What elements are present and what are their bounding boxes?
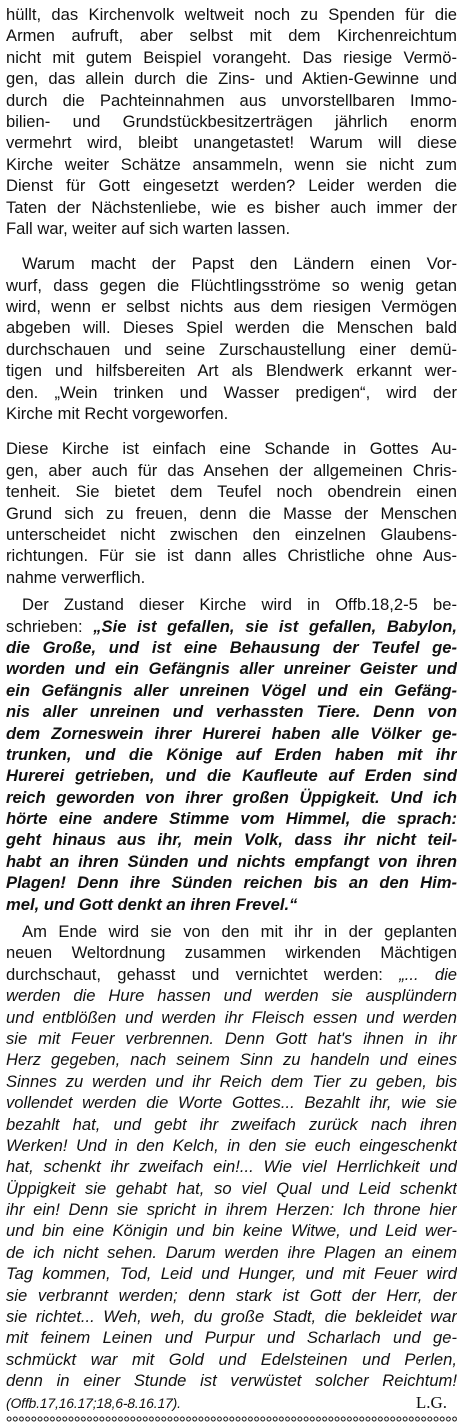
quote-italic: Werken! Und in den Kelch, in den sie euch eingeschenkt (6, 1135, 457, 1155)
line-text: richtungen. Für sie ist dann alles Christliche ohne Aus- (6, 546, 457, 566)
line-text: Warum macht der Papst den Ländern einen Vor- (22, 254, 457, 274)
line-text: den. „Wein trinken und Wasser predigen“, wird der (6, 382, 457, 402)
line-text: Der Zustand dieser Kirche wird in Offb.18,2-5 be- (22, 595, 457, 615)
text-line (6, 111, 457, 132)
quote-italic: werden die Hure hassen und werden sie ausplündern (6, 986, 457, 1006)
text-line (6, 744, 457, 765)
quote-bold-italic: Plagen! Denn ihre Sünden reichen bis an den Him- (6, 873, 457, 893)
text-line (6, 25, 457, 46)
article-body (6, 4, 457, 1392)
text-line (6, 197, 457, 218)
text-line (6, 382, 457, 403)
quote-bold-italic: „Sie ist gefallen, sie ist gefallen, Babylon, (93, 616, 457, 636)
author-signature: L.G. (415, 1392, 447, 1412)
text-line (6, 1327, 457, 1348)
text-line (6, 1092, 457, 1113)
quote-italic: „... die (399, 964, 457, 984)
line-text: Dienst für Gott eingesetzt werden? Leider werden die (6, 176, 457, 196)
line-text: Armen aufruft, aber selbst mit dem Kirchenreichtum (6, 26, 457, 46)
paragraph (6, 4, 457, 239)
line-text: Taten der Nächstenliebe, wie es bisher auch immer der (6, 197, 457, 217)
paragraph (6, 921, 457, 1392)
text-line (6, 787, 457, 808)
text-line (6, 723, 457, 744)
line-text: neuen Weltordnung zusammen wirkenden Mächtigen (6, 943, 457, 963)
bible-reference: (Offb.17,16.17;18,6-8.16.17). (6, 1394, 181, 1411)
text-line (6, 1220, 457, 1241)
line-text: Am Ende wird sie von den mit ihr in der geplanten (22, 922, 457, 942)
text-line (6, 985, 457, 1006)
text-line (6, 360, 457, 381)
line-text: Kirche weiter Schätze ansammeln, wenn sie nicht zum (6, 154, 457, 174)
line-text: unterscheidet nicht zwischen den einzelnen Glaubens- (6, 524, 457, 544)
text-line (6, 524, 457, 545)
text-line (6, 1028, 457, 1049)
text-line (6, 317, 457, 338)
quote-bold-italic: worden und ein Gefängnis aller unreiner Geister und (6, 659, 457, 679)
text-line (6, 1049, 457, 1070)
text-line (6, 403, 457, 424)
text-line (6, 4, 457, 25)
quote-bold-italic: Hurerei getrieben, und die Kaufleute auf Erden sind (6, 766, 457, 786)
dotted-divider (6, 1416, 457, 1422)
text-line (6, 1370, 457, 1391)
line-text: tenheit. Sie bietet dem Teufel noch obendrein einen (6, 482, 457, 502)
quote-italic: Üppigkeit sie gehabt hat, so viel Qual und Leid schenkt (6, 1178, 457, 1198)
text-line (6, 1178, 457, 1199)
line-text: schrieben: (6, 616, 94, 636)
quote-bold-italic: trunken, und die Könige auf Erden haben mit ihr (6, 744, 457, 764)
quote-italic: mit feinem Leinen und Purpur und Scharlach und ge- (6, 1328, 457, 1348)
text-line (6, 1349, 457, 1370)
quote-italic: schmückt war mit Gold und Edelsteinen und Perlen, (6, 1349, 457, 1369)
text-line (6, 296, 457, 317)
text-line (6, 253, 457, 274)
line-text: abgeben will. Dieses Spiel werden die Menschen bald (6, 318, 457, 338)
paragraph (6, 594, 457, 915)
line-text: gen, aber auch für das Ansehen der allgemeinen Chris- (6, 460, 457, 480)
text-line (6, 1071, 457, 1092)
quote-italic: denn in einer Stunde ist verwüstet solcher Reichtum! (6, 1371, 457, 1391)
line-text: wird, wenn er selbst nichts aus dem riesigen Vermögen (6, 297, 457, 317)
line-text: Fall war, weiter auf sich warten lassen. (6, 218, 291, 238)
paragraph (6, 438, 457, 588)
text-line (6, 218, 457, 239)
text-line (6, 275, 457, 296)
line-text: nicht mit gutem Beispiel vorangeht. Das riesige Vermö- (6, 47, 457, 67)
text-line (6, 872, 457, 893)
line-text: durchschauen und seine Zurschaustellung einer demü- (6, 339, 457, 359)
quote-italic: sie verbrannt werden; denn stark ist Gott der Herr, der (6, 1285, 457, 1305)
text-line (6, 132, 457, 153)
line-text: bilien- und Grundstückbesitzerträgen jährlich enorm (6, 111, 457, 131)
text-line (6, 1199, 457, 1220)
text-line (6, 90, 457, 111)
quote-bold-italic: ein Gefängnis aller unreinen Vögel und ein Gefäng- (6, 680, 457, 700)
line-text: nahme verwerflich. (6, 567, 146, 587)
text-line (6, 851, 457, 872)
text-line (6, 438, 457, 459)
text-line (6, 1306, 457, 1327)
quote-italic: und entblößen und werden ihr Fleisch essen und werden (6, 1007, 457, 1027)
text-line (6, 1285, 457, 1306)
text-line (6, 545, 457, 566)
quote-bold-italic: habt an ihren Sünden und nichts empfangt von ihren (6, 851, 457, 871)
quote-bold-italic: dem Zorneswein ihrer Hurerei haben alle Völker ge- (6, 723, 457, 743)
quote-bold-italic: mel, und Gott denkt an ihren Frevel.“ (6, 894, 298, 914)
text-line (6, 1156, 457, 1177)
text-line (6, 68, 457, 89)
line-text: tigen und hilfsbereiten Art als Blendwerk erkannt wer- (6, 361, 457, 381)
line-text: vermehrt wird, bleibt unangetastet! Warum will diese (6, 133, 457, 153)
text-line (6, 47, 457, 68)
quote-bold-italic: hörte eine andere Stimme vom Himmel, die sprach: (6, 809, 457, 829)
quote-italic: de ich nicht sehen. Darum werden ihre Plagen an einem (6, 1242, 457, 1262)
quote-italic: Sinnes zu werden und ihr Reich dem Tier zu geben, bis (6, 1071, 457, 1091)
text-line (6, 1242, 457, 1263)
text-line (6, 942, 457, 963)
text-line (6, 339, 457, 360)
text-line (6, 637, 457, 658)
text-line (6, 765, 457, 786)
text-line (6, 1114, 457, 1135)
paragraph (6, 253, 457, 424)
text-line (6, 964, 457, 985)
line-text: Diese Kirche ist einfach eine Schande in Gottes Au- (6, 439, 457, 459)
text-line (6, 921, 457, 942)
line-text: wurf, dass gegen die Flüchtlingsströme so wenig getan (6, 275, 457, 295)
quote-italic: Tag kommen, Tod, Leid und Hunger, und mit Feuer wird (6, 1264, 457, 1284)
text-line (6, 175, 457, 196)
quote-italic: sie richtet... Weh, weh, du große Stadt, die bekleidet war (6, 1307, 457, 1327)
quote-italic: vollendet werden die Worte Gottes... Bezahlt ihr, wie sie (6, 1093, 457, 1113)
line-text: gen, das allein durch die Zins- und Aktien-Gewinne und (6, 69, 457, 89)
quote-italic: ihr ein! Denn sie spricht in ihrem Herzen: Ich throne hier (6, 1200, 457, 1220)
line-text: hüllt, das Kirchenvolk weltweit noch zu Spenden für die (6, 5, 457, 24)
text-line (6, 894, 457, 915)
quote-bold-italic: die Große, und ist eine Behausung der Teufel ge- (6, 637, 457, 657)
text-line (6, 567, 457, 588)
quote-bold-italic: geht hinaus aus ihr, mein Volk, dass ihr nicht teil- (6, 830, 457, 850)
line-text: Kirche mit Recht vorgeworfen. (6, 404, 229, 424)
quote-italic: sie mit Feuer verbrennen. Denn Gott hat's ihnen in ihr (6, 1028, 457, 1048)
text-line (6, 594, 457, 615)
line-text: durchschaut, gehasst und vernichtet werden: (6, 964, 400, 984)
text-line (6, 1135, 457, 1156)
text-line (6, 154, 457, 175)
quote-italic: hat, schenkt ihr zweifach ein!... Wie viel Herrlichkeit und (6, 1157, 457, 1177)
text-line (6, 1263, 457, 1284)
quote-italic: bezahlt hat, und gebt ihr zweifach zurück nach ihren (6, 1114, 457, 1134)
paragraph-gap (6, 424, 457, 438)
closing-row (6, 1392, 457, 1414)
line-text: Grund sich zu freuen, denn die Masse der Menschen (6, 503, 457, 523)
paragraph-gap (6, 239, 457, 253)
text-line (6, 808, 457, 829)
text-line (6, 680, 457, 701)
text-line (6, 503, 457, 524)
quote-bold-italic: nis aller unreinen und verhassten Tiere. Denn von (6, 702, 457, 722)
text-line (6, 481, 457, 502)
text-line (6, 616, 457, 637)
text-line (6, 658, 457, 679)
quote-italic: und bin eine Königin und bin keine Witwe, und Leid wer- (6, 1221, 457, 1241)
text-line (6, 460, 457, 481)
line-text: durch die Pachteinnahmen aus unvorstellbaren Immo- (6, 90, 457, 110)
quote-italic: Herz gegeben, nach seinem Sinn zu handeln und eines (6, 1050, 457, 1070)
text-line (6, 829, 457, 850)
text-line (6, 1007, 457, 1028)
text-line (6, 701, 457, 722)
quote-bold-italic: reich geworden von ihrer großen Üppigkeit. Und ich (6, 787, 457, 807)
